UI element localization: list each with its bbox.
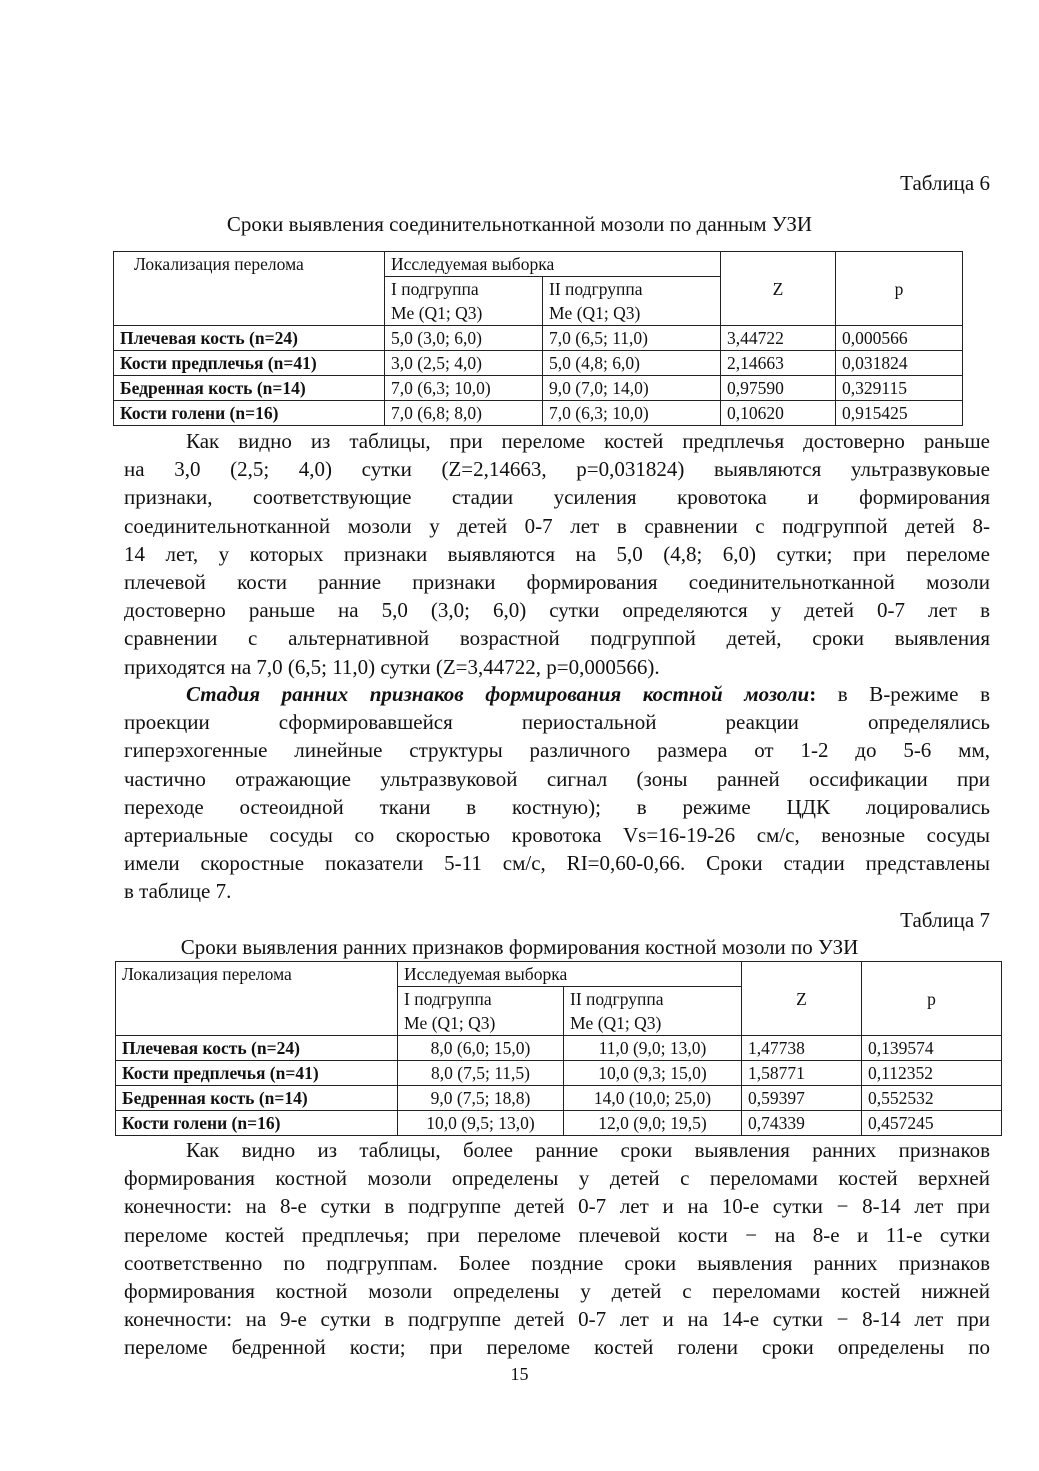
- page-number: 15: [510, 1364, 529, 1384]
- table6-header-location-blank: [114, 277, 385, 326]
- table6-header-group2: II подгруппа: [543, 277, 721, 302]
- table7-header-location-blank: [116, 987, 398, 1036]
- table-row: [114, 376, 963, 401]
- table6-row-4-group2: 7,0 (6,3; 10,0): [543, 401, 721, 426]
- table7-header-location: Локализация перелома: [116, 962, 398, 987]
- paragraph-2-line: имели скоростные показатели 5-11 см/с, RI=0,60-0,66. Сроки стадии представлены: [124, 851, 990, 876]
- table6-header-p: p: [836, 252, 963, 326]
- table6-header-location: Локализация перелома: [114, 252, 385, 277]
- table6-row-4-group1: 7,0 (6,8; 8,0): [385, 401, 543, 426]
- paragraph-1-line: признаки, соответствующие стадии усиления кровотока и формирования: [124, 485, 990, 510]
- table6-row-1-group2: 7,0 (6,5; 11,0): [543, 326, 721, 351]
- paragraph-3: [124, 1136, 990, 1362]
- paragraph-1-line: приходятся на 7,0 (6,5; 11,0) сутки (Z=3,44722, p=0,000566).: [124, 654, 660, 679]
- paragraph-2-line: частично отражающие ультразвуковой сигнал (зоны ранней оссификации при: [124, 766, 990, 791]
- table7-row-4-location: Кости голени (n=16): [116, 1111, 398, 1136]
- table7-row-1-group1: 8,0 (6,0; 15,0): [398, 1036, 564, 1061]
- paragraph-2: [124, 680, 990, 906]
- table7-row-2-z: 1,58771: [742, 1061, 862, 1086]
- table7-row-2-group1: 8,0 (7,5; 11,5): [398, 1061, 564, 1086]
- paragraph-1-line: 14 лет, у которых признаки выявляются на 5,0 (4,8; 6,0) сутки; при переломе: [124, 541, 990, 566]
- table6-label: Таблица 6: [900, 171, 990, 195]
- table7-row-1-group2: 11,0 (9,0; 13,0): [564, 1036, 742, 1061]
- table6-row-4-p: 0,915425: [836, 401, 963, 426]
- table7-header-group2: II подгруппа: [564, 987, 742, 1012]
- table6-row-2-p: 0,031824: [836, 351, 963, 376]
- paragraph-1: [124, 427, 990, 681]
- table6: [113, 251, 963, 426]
- table6-row-4-z: 0,10620: [721, 401, 836, 426]
- table6-header-row-1: [114, 252, 963, 277]
- table6-row-4-location: Кости голени (n=16): [114, 401, 385, 426]
- table-row: [116, 1036, 1002, 1061]
- table7-row-4-p: 0,457245: [862, 1111, 1002, 1136]
- table7-row-1-location: Плечевая кость (n=24): [116, 1036, 398, 1061]
- table7: [115, 961, 1002, 1136]
- table7-row-3-z: 0,59397: [742, 1086, 862, 1111]
- paragraph-2-line: в таблице 7.: [124, 879, 232, 904]
- stage-heading-colon: :: [809, 682, 817, 706]
- table7-row-2-location: Кости предплечья (n=41): [116, 1061, 398, 1086]
- stage-heading: Стадия ранних признаков формирования костной мозоли: [186, 682, 810, 706]
- table7-row-2-p: 0,112352: [862, 1061, 1002, 1086]
- table6-row-3-p: 0,329115: [836, 376, 963, 401]
- paragraph-3-line: конечности: на 8-е сутки в подгруппе детей 0-7 лет и на 10-е сутки − 8-14 лет при: [124, 1194, 990, 1219]
- paragraph-2-line: артериальные сосуды со скоростью кровотока Vs=16-19-26 см/с, венозные сосуды: [124, 823, 990, 848]
- paragraph-3-line: Как видно из таблицы, более ранние сроки выявления ранних признаков: [186, 1138, 990, 1162]
- paragraph-2-line: проекции сформировавшейся периостальной реакции определялись: [124, 710, 990, 735]
- paragraph-1-line: на 3,0 (2,5; 4,0) сутки (Z=2,14663, p=0,031824) выявляются ультразвуковые: [124, 457, 990, 482]
- table7-header-group2-stat: Me (Q1; Q3): [564, 1011, 742, 1036]
- table6-row-2-group2: 5,0 (4,8; 6,0): [543, 351, 721, 376]
- table6-row-1-group1: 5,0 (3,0; 6,0): [385, 326, 543, 351]
- table-row: [114, 401, 963, 426]
- table6-header-group2-stat: Me (Q1; Q3): [543, 301, 721, 326]
- table6-header-group1: I подгруппа: [385, 277, 543, 302]
- table7-title: Сроки выявления ранних признаков формирования костной мозоли по УЗИ: [180, 935, 859, 959]
- table6-row-3-location: Бедренная кость (n=14): [114, 376, 385, 401]
- table7-row-1-p: 0,139574: [862, 1036, 1002, 1061]
- table-row: [114, 351, 963, 376]
- paragraph-1-line: соединительнотканной мозоли у детей 0-7 лет в сравнении с подгруппой детей 8-: [124, 513, 990, 538]
- table7-header-p: p: [862, 962, 1002, 1036]
- table7-header-group1: I подгруппа: [398, 987, 564, 1012]
- paragraph-1-line: сравнении с альтернативной возрастной подгруппой детей, сроки выявления: [124, 626, 990, 651]
- table7-row-3-p: 0,552532: [862, 1086, 1002, 1111]
- paragraph-3-line: формирования костной мозоли определены у детей с переломами костей верхней: [124, 1166, 990, 1191]
- paragraph-3-line: конечности: на 9-е сутки в подгруппе детей 0-7 лет и на 14-е сутки − 8-14 лет при: [124, 1307, 990, 1332]
- table7-row-4-group1: 10,0 (9,5; 13,0): [398, 1111, 564, 1136]
- table7-header-sample: Исследуемая выборка: [398, 962, 742, 987]
- paragraph-2-first-rest: в В-режиме в: [816, 682, 990, 706]
- table-row: [116, 1111, 1002, 1136]
- table6-row-1-location: Плечевая кость (n=24): [114, 326, 385, 351]
- table-row: [116, 1061, 1002, 1086]
- paragraph-3-line: переломе бедренной кости; при переломе костей голени сроки определены по: [124, 1335, 990, 1360]
- paragraph-2-first-line: [124, 680, 990, 708]
- table7-row-3-location: Бедренная кость (n=14): [116, 1086, 398, 1111]
- table6-row-3-group2: 9,0 (7,0; 14,0): [543, 376, 721, 401]
- table6-row-1-p: 0,000566: [836, 326, 963, 351]
- paragraph-1-line: Как видно из таблицы, при переломе костей предплечья достоверно раньше: [186, 429, 990, 453]
- table6-header-sample: Исследуемая выборка: [385, 252, 721, 277]
- table7-row-3-group1: 9,0 (7,5; 18,8): [398, 1086, 564, 1111]
- paragraph-3-line: переломе костей предплечья; при переломе плечевой кости − на 8-е и 11-е сутки: [124, 1222, 990, 1247]
- table7-header-row-1: [116, 962, 1002, 987]
- table7-header-z: Z: [742, 962, 862, 1036]
- table7-row-3-group2: 14,0 (10,0; 25,0): [564, 1086, 742, 1111]
- table7-label: Таблица 7: [900, 908, 990, 932]
- table6-row-2-location: Кости предплечья (n=41): [114, 351, 385, 376]
- table6-row-3-group1: 7,0 (6,3; 10,0): [385, 376, 543, 401]
- paragraph-3-line: соответственно по подгруппам. Более поздние сроки выявления ранних признаков: [124, 1250, 990, 1275]
- paragraph-1-line: достоверно раньше на 5,0 (3,0; 6,0) сутки определяются у детей 0-7 лет в: [124, 598, 990, 623]
- table6-row-2-group1: 3,0 (2,5; 4,0): [385, 351, 543, 376]
- table6-header-group1-stat: Me (Q1; Q3): [385, 301, 543, 326]
- table7-header-group1-stat: Me (Q1; Q3): [398, 1011, 564, 1036]
- paragraph-3-line: формирования костной мозоли определены у детей с переломами костей нижней: [124, 1279, 990, 1304]
- table7-row-4-z: 0,74339: [742, 1111, 862, 1136]
- table7-row-2-group2: 10,0 (9,3; 15,0): [564, 1061, 742, 1086]
- table6-row-2-z: 2,14663: [721, 351, 836, 376]
- table6-header-z: Z: [721, 252, 836, 326]
- table7-row-1-z: 1,47738: [742, 1036, 862, 1061]
- table6-title: Сроки выявления соединительнотканной мозоли по данным УЗИ: [226, 212, 813, 236]
- paragraph-1-line: плечевой кости ранние признаки формирования соединительнотканной мозоли: [124, 570, 990, 595]
- table6-row-1-z: 3,44722: [721, 326, 836, 351]
- table-row: [114, 326, 963, 351]
- table7-row-4-group2: 12,0 (9,0; 19,5): [564, 1111, 742, 1136]
- table-row: [116, 1086, 1002, 1111]
- paragraph-2-line: гиперэхогенные линейные структуры различного размера от 1-2 до 5-6 мм,: [124, 738, 990, 763]
- paragraph-2-line: переходе остеоидной ткани в костную); в режиме ЦДК лоцировались: [124, 794, 990, 819]
- table6-row-3-z: 0,97590: [721, 376, 836, 401]
